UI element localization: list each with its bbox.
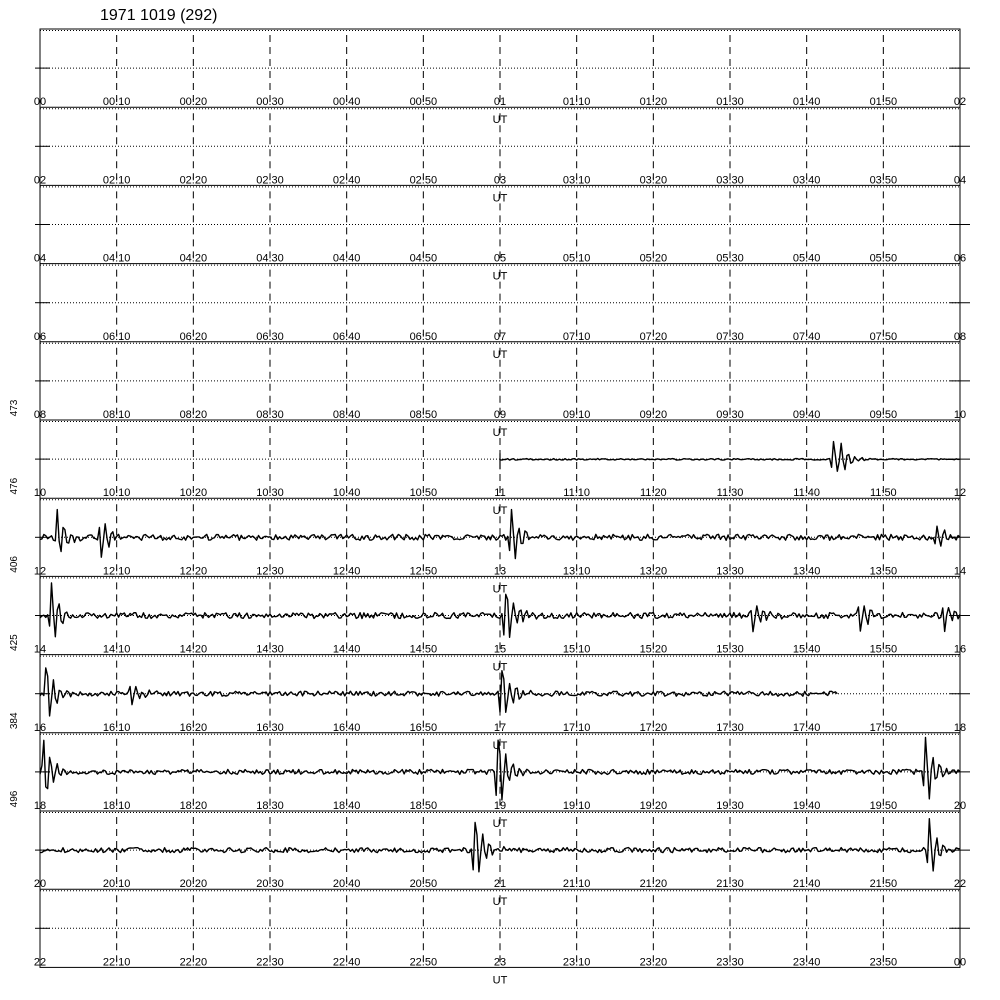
tick-label: 08:40 xyxy=(332,409,361,421)
tick-label: 20:40 xyxy=(332,878,361,891)
tick-label: 03:40 xyxy=(792,174,821,187)
tick-label: 14 xyxy=(953,565,967,578)
tick-label: 06 xyxy=(33,330,47,343)
tick-label: 02 xyxy=(33,174,47,187)
tick-label: 19:20 xyxy=(639,800,668,812)
tick-label: 05:40 xyxy=(792,252,821,265)
tick-label: 02:10 xyxy=(102,174,131,187)
tick-label: 22:10 xyxy=(102,956,131,969)
tick-label: 15:50 xyxy=(869,643,898,656)
tick-label: 06:40 xyxy=(332,330,361,343)
panel-y-label: 473 xyxy=(9,399,20,417)
tick-label: 16 xyxy=(33,721,47,734)
tick-label: 14:30 xyxy=(256,643,284,656)
chart-title: 1971 1019 (292) xyxy=(100,7,218,24)
tick-label: 13 xyxy=(493,565,507,578)
tick-label: 23:10 xyxy=(562,956,591,969)
tick-label: 14:20 xyxy=(179,643,208,656)
tick-label: 20:10 xyxy=(102,878,131,891)
tick-label: 22 xyxy=(953,878,967,891)
tick-label: 19 xyxy=(493,800,507,812)
panel-y-label: 384 xyxy=(9,712,20,730)
tick-label: 12:50 xyxy=(409,565,438,578)
axis-label-ut: UT xyxy=(492,114,508,127)
tick-label: 17:50 xyxy=(869,721,898,734)
tick-label: 23:30 xyxy=(716,956,744,969)
tick-label: 21:20 xyxy=(639,878,668,891)
tick-label: 02:30 xyxy=(256,174,284,187)
tick-label: 13:30 xyxy=(716,565,744,578)
tick-label: 18:40 xyxy=(332,800,361,812)
tick-label: 14:10 xyxy=(102,643,131,656)
tick-label: 01:40 xyxy=(792,96,821,109)
tick-label: 15:30 xyxy=(716,643,744,656)
tick-label: 00:20 xyxy=(179,96,208,109)
tick-label: 22:40 xyxy=(332,956,361,969)
tick-label: 05:30 xyxy=(716,252,744,265)
tick-label: 05 xyxy=(493,252,507,265)
tick-label: 09:20 xyxy=(639,409,668,421)
tick-label: 12 xyxy=(953,487,967,500)
panel-y-label: 476 xyxy=(9,477,20,495)
tick-label: 13:50 xyxy=(869,565,898,578)
tick-label: 18:20 xyxy=(179,800,208,812)
tick-label: 07:40 xyxy=(792,330,821,343)
tick-label: 07:50 xyxy=(869,330,898,343)
tick-label: 03:10 xyxy=(562,174,591,187)
tick-label: 02:40 xyxy=(332,174,361,187)
tick-label: 01:10 xyxy=(562,96,591,109)
axis-label-ut: UT xyxy=(492,505,508,518)
tick-label: 19:50 xyxy=(869,800,898,812)
tick-label: 13:40 xyxy=(792,565,821,578)
tick-label: 03:20 xyxy=(639,174,668,187)
tick-label: 06:50 xyxy=(409,330,438,343)
tick-label: 16:50 xyxy=(409,721,438,734)
tick-label: 22:30 xyxy=(256,956,284,969)
tick-label: 07 xyxy=(493,330,507,343)
tick-label: 12:10 xyxy=(102,565,131,578)
tick-label: 05:50 xyxy=(869,252,898,265)
tick-label: 22:50 xyxy=(409,956,438,969)
tick-label: 06:30 xyxy=(256,330,284,343)
tick-label: 09:10 xyxy=(562,409,591,421)
tick-label: 00:10 xyxy=(102,96,131,109)
tick-label: 03 xyxy=(493,174,507,187)
tick-label: 04 xyxy=(953,174,967,187)
tick-label: 23 xyxy=(493,956,507,969)
tick-label: 15 xyxy=(493,643,507,656)
tick-label: 05:20 xyxy=(639,252,668,265)
tick-label: 14 xyxy=(33,643,47,656)
tick-label: 01:50 xyxy=(869,96,898,109)
tick-label: 11:20 xyxy=(639,487,667,500)
tick-label: 23:40 xyxy=(792,956,821,969)
tick-label: 02 xyxy=(953,96,967,109)
tick-label: 23:20 xyxy=(639,956,668,969)
tick-label: 16 xyxy=(953,643,967,656)
tick-label: 01:30 xyxy=(716,96,744,109)
tick-label: 20:50 xyxy=(409,878,438,891)
axis-label-ut: UT xyxy=(492,739,508,752)
tick-label: 02:20 xyxy=(179,174,208,187)
tick-label: 15:10 xyxy=(562,643,591,656)
tick-label: 00:40 xyxy=(332,96,361,109)
tick-label: 09 xyxy=(493,409,507,421)
tick-label: 04:30 xyxy=(256,252,284,265)
tick-label: 10:20 xyxy=(179,487,208,500)
axis-label-ut: UT xyxy=(492,427,508,439)
tick-label: 21:30 xyxy=(716,878,744,891)
tick-label: 18 xyxy=(953,721,967,734)
tick-label: 10:50 xyxy=(409,487,438,500)
tick-label: 16:10 xyxy=(102,721,131,734)
tick-label: 21:10 xyxy=(562,878,591,891)
tick-label: 04:50 xyxy=(409,252,438,265)
panel-y-label: 425 xyxy=(9,634,20,651)
tick-label: 20:20 xyxy=(179,878,208,891)
tick-label: 16:30 xyxy=(256,721,284,734)
tick-label: 11 xyxy=(494,487,506,500)
tick-label: 17:20 xyxy=(639,721,668,734)
axis-label-ut: UT xyxy=(492,974,508,987)
axis-label-ut: UT xyxy=(492,348,508,361)
tick-label: 17 xyxy=(493,721,507,734)
axis-label-ut: UT xyxy=(492,192,508,205)
axis-label-ut: UT xyxy=(492,896,508,909)
tick-label: 21 xyxy=(493,878,507,891)
tick-label: 10 xyxy=(33,487,47,500)
tick-label: 08:20 xyxy=(179,409,208,421)
tick-label: 10:30 xyxy=(256,487,284,500)
tick-label: 19:10 xyxy=(562,800,591,812)
tick-label: 23:50 xyxy=(869,956,898,969)
tick-label: 03:30 xyxy=(716,174,744,187)
tick-label: 09:50 xyxy=(869,409,898,421)
tick-label: 20:30 xyxy=(256,878,284,891)
tick-label: 17:40 xyxy=(792,721,821,734)
tick-label: 16:20 xyxy=(179,721,208,734)
tick-label: 04:20 xyxy=(179,252,208,265)
tick-label: 21:40 xyxy=(792,878,821,891)
tick-label: 20 xyxy=(33,878,47,891)
tick-label: 17:10 xyxy=(562,721,591,734)
tick-label: 08:50 xyxy=(409,409,438,421)
tick-label: 06:20 xyxy=(179,330,208,343)
tick-label: 11:40 xyxy=(793,487,821,500)
tick-label: 07:30 xyxy=(716,330,744,343)
tick-label: 08:10 xyxy=(102,409,131,421)
axis-label-ut: UT xyxy=(492,583,508,596)
tick-label: 04:40 xyxy=(332,252,361,265)
axis-label-ut: UT xyxy=(492,661,508,674)
tick-label: 15:40 xyxy=(792,643,821,656)
panel-y-label: 496 xyxy=(9,790,20,808)
tick-label: 13:20 xyxy=(639,565,668,578)
tick-label: 08:30 xyxy=(256,409,284,421)
tick-label: 22 xyxy=(33,956,47,969)
axis-label-ut: UT xyxy=(492,270,508,283)
tick-label: 06 xyxy=(953,252,967,265)
tick-label: 15:20 xyxy=(639,643,668,656)
tick-label: 18:10 xyxy=(102,800,131,812)
tick-label: 21:50 xyxy=(869,878,898,891)
tick-label: 01:20 xyxy=(639,96,668,109)
tick-label: 16:40 xyxy=(332,721,361,734)
tick-label: 14:50 xyxy=(409,643,438,656)
tick-label: 10:40 xyxy=(332,487,361,500)
tick-label: 05:10 xyxy=(562,252,591,265)
tick-label: 11:30 xyxy=(716,487,744,500)
tick-label: 03:50 xyxy=(869,174,898,187)
tick-label: 18:50 xyxy=(409,800,438,812)
tick-label: 01 xyxy=(493,96,507,109)
tick-label: 09:40 xyxy=(792,409,821,421)
tick-label: 12:20 xyxy=(179,565,208,578)
tick-label: 14:40 xyxy=(332,643,361,656)
tick-label: 08 xyxy=(953,330,967,343)
tick-label: 22:20 xyxy=(179,956,208,969)
tick-label: 07:20 xyxy=(639,330,668,343)
tick-label: 11:50 xyxy=(869,487,897,500)
tick-label: 19:40 xyxy=(792,800,821,812)
tick-label: 12:30 xyxy=(256,565,284,578)
tick-label: 04 xyxy=(33,252,47,265)
tick-label: 18:30 xyxy=(256,800,284,812)
tick-label: 00 xyxy=(33,96,47,109)
tick-label: 17:30 xyxy=(716,721,744,734)
tick-label: 06:10 xyxy=(102,330,131,343)
tick-label: 13:10 xyxy=(562,565,591,578)
tick-label: 12 xyxy=(33,565,47,578)
tick-label: 10 xyxy=(953,409,967,421)
tick-label: 08 xyxy=(33,409,47,421)
tick-label: 07:10 xyxy=(562,330,591,343)
axis-label-ut: UT xyxy=(492,818,508,830)
tick-label: 10:10 xyxy=(102,487,131,500)
tick-label: 04:10 xyxy=(102,252,131,265)
tick-label: 00:50 xyxy=(409,96,438,109)
tick-label: 18 xyxy=(33,800,47,812)
panel-y-label: 406 xyxy=(9,556,20,573)
tick-label: 02:50 xyxy=(409,174,438,187)
tick-label: 00:30 xyxy=(256,96,284,109)
tick-label: 19:30 xyxy=(716,800,744,812)
tick-label: 11:10 xyxy=(563,487,591,500)
tick-label: 20 xyxy=(953,800,967,812)
tick-label: 00 xyxy=(953,956,967,969)
tick-label: 09:30 xyxy=(716,409,744,421)
tick-label: 12:40 xyxy=(332,565,361,578)
